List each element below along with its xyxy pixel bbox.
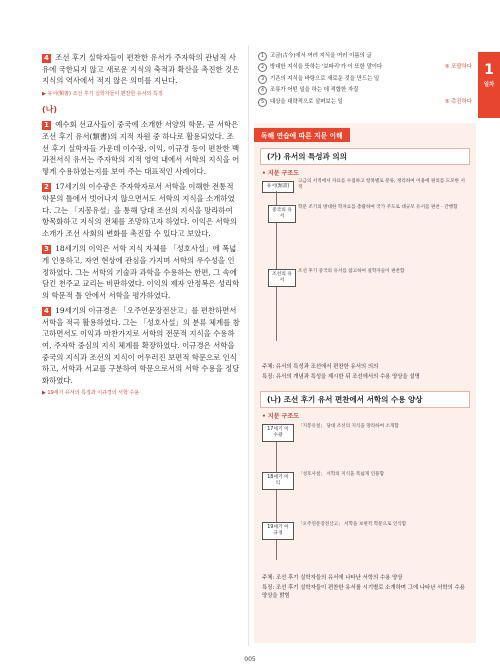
item-answer: ⑤ 촉진하다 bbox=[444, 98, 472, 105]
item-answer: ⑤ 포괄하다 bbox=[444, 64, 472, 71]
item-question: 방대한 지식을 뜻하는 '보따리'가 이 또한 말이다 bbox=[270, 64, 383, 71]
vocab-list bbox=[258, 52, 472, 107]
item-number: 2 bbox=[258, 63, 267, 72]
section-2-structure-label: • 지문 구조도 bbox=[262, 413, 299, 420]
item-number: 3 bbox=[258, 75, 267, 84]
diagram-box-17c: 17세기 이수광 bbox=[262, 424, 294, 442]
paragraph-4-text: 19세기의 이규경은 「오주연문장전산고」를 편찬하면서 서학을 적극 활용하였다. 그는 「성호사설」의 분류 체계를 참고하면서도 이익과 마찬가지로 서학의 전문적 지식을 수용하여, 주자학 중심의 지식 체계를 확장하였다. 이규경은 서학을 중국의 지식과 조선의 지식이 어우러진 보편적 학문으로 인식하고, 서학과 서교를 구분하여 학문으로서의 서학 수용을 정당화하였다. bbox=[42, 306, 240, 385]
section-1-feature: 특징: 유서의 개념과 특성을 제시한 뒤 조선에서의 수용 양상을 설명 bbox=[262, 374, 420, 380]
item-question: 고금(古今)에서 여러 지식을 여러 이름의 글 bbox=[270, 53, 372, 59]
item-number: 1 bbox=[258, 52, 267, 61]
day-tab-label: 일차 bbox=[483, 82, 495, 88]
paragraph-1-text: 예수회 선교사들이 중국에 소개한 서양의 학문, 곧 서학은 조선 후기 유서(類書)의 지적 자원 중 하나로 활용되었다. 조선 후기 실학자들 가운데 이수광, 이익, 이규경 등이 편찬한 백과전서식 유서는 주자학의 지적 영역 내에서 서학의 지식을 어떻게 수용하였는지를 보여 주는 대표적인 사례이다. bbox=[42, 120, 240, 176]
section-1-theme: 주체: 유서의 특성과 조선에서 편찬한 유서의 의의 bbox=[262, 364, 379, 370]
diagram-box-18c: 18세기 이익 bbox=[262, 472, 294, 490]
day-tab[interactable] bbox=[478, 52, 500, 118]
paragraph-marker: 3 bbox=[44, 245, 49, 254]
item-number: 5 bbox=[258, 98, 267, 107]
paragraph-4 bbox=[42, 305, 240, 386]
section-1-diagram bbox=[262, 179, 468, 361]
diagram-box-korea: 조선의 유서 bbox=[268, 269, 296, 287]
bottom-note: ▶ 19세기 유서의 특징과 이규경의 서학 수용 bbox=[42, 390, 140, 397]
intro-text: 조선 후기 실학자들이 편찬한 유서가 주자학의 관념적 사유에 국한되지 않고 새로운 지식의 축적과 확산을 촉진한 것은 지식의 역사에서 적지 않은 의미를 지닌다. bbox=[42, 53, 240, 86]
diagram-text-china: 학문 조기의 방대한 학자료를 총괄하여 국가 주도로 대규모 유서를 편찬 · 간행함 bbox=[298, 205, 458, 210]
diagram-box-19c: 19세기 이규경 bbox=[262, 522, 294, 540]
diagram-connector bbox=[276, 430, 277, 560]
vocab-section bbox=[258, 52, 472, 109]
intro-note: ▶ 유서(類書) 조선 후기 실학자들이 편찬한 유서의 특징 bbox=[42, 90, 163, 97]
section-2-title: (나) 조선 후기 유서 편찬에서 서학의 수용 양상 bbox=[260, 391, 470, 408]
main-passage bbox=[42, 52, 240, 397]
diagram-box-yuseo: 유서(類書) bbox=[262, 181, 294, 193]
item-question: 대상을 대략적으로 살펴보는 일 bbox=[270, 98, 343, 105]
item-question: 조류가 어떤 일을 하는 데 적합한 자질 bbox=[270, 87, 359, 94]
list-item bbox=[258, 63, 472, 72]
paragraph-2-text: 17세기의 이수광은 주자학자로서 서학을 이해한 전통적 학문의 틀에서 벗어나지 않으면서도 서학의 지식을 소개하였다. 그는 「지봉유설」을 통해 당대 조선의 지식을 망라하여 항목화하고 지식의 전체를 조망하고자 하였다. 이익은 서학의 소개가 조선 사회의 변화를 촉진할 수 있다고 보았다. bbox=[42, 182, 237, 238]
column-divider bbox=[248, 46, 249, 646]
diagram-text-17c: 「지봉유설」 당대 조선의 지식을 망라하여 소개함 bbox=[298, 424, 399, 429]
analysis-panel bbox=[254, 123, 476, 643]
paragraph-marker: 1 bbox=[44, 121, 49, 130]
page-number: 005 bbox=[244, 656, 256, 663]
paragraph-marker: 4 bbox=[44, 54, 49, 62]
section-label: (나) bbox=[42, 104, 58, 114]
day-tab-number: 1 bbox=[484, 62, 494, 78]
paragraph-3 bbox=[42, 243, 240, 301]
item-question: 기존의 지식을 바탕으로 새로운 것을 만드는 일 bbox=[270, 75, 380, 82]
diagram-box-china: 중국의 유서 bbox=[268, 205, 296, 223]
panel-header: 독해 연습에 따른 지문 이해 bbox=[254, 128, 350, 142]
list-item bbox=[258, 98, 472, 107]
paragraph-3-text: 18세기의 이익은 서학 지식 자체를 「성호사설」에 폭넓게 인용하고, 자연 현상에 관심을 가지며 서학의 우수성을 인정하였다. 그는 서학의 기술과 과학을 수용하는 한편, 그 속에 담긴 천주교 교리는 비판하였다. 이익의 제자 안정복은 성리학의 학문적 틀 안에서 서학을 평가하였다. bbox=[42, 244, 240, 300]
diagram-text-korea: 조선 후기 중국의 유서를 참고하여 실학자들이 편찬함 bbox=[298, 269, 405, 274]
section-1-structure-label: • 지문 구조도 bbox=[262, 170, 299, 177]
diagram-text-19c: 「오주연문장전산고」 서학을 보편적 학문으로 인식함 bbox=[298, 522, 407, 527]
section-1-title: (가) 유서의 특성과 의의 bbox=[260, 148, 470, 165]
paragraph-2 bbox=[42, 181, 240, 239]
intro-paragraph bbox=[42, 52, 240, 87]
paragraph-1 bbox=[42, 119, 240, 177]
list-item bbox=[258, 75, 472, 84]
item-number: 4 bbox=[258, 86, 267, 95]
diagram-text-yuseo: 고금의 서적에서 자료를 수집하고 항목별로 분류, 정리하여 이용에 편의를 도모한 서적 bbox=[298, 179, 465, 191]
paragraph-marker: 4 bbox=[44, 307, 49, 316]
section-2-theme: 주체: 조선 후기 실학자들의 유서에 나타난 서학의 수용 양상 bbox=[262, 575, 403, 581]
paragraph-marker: 2 bbox=[44, 183, 49, 192]
diagram-text-18c: 「성호사설」 서학의 지식을 폭넓게 인용함 bbox=[298, 472, 385, 477]
section-2-feature: 특징: 조선 후기 실학자들이 편찬한 유서를 시기별로 소개하며 그에 나타난 서학의 수용 양상을 밝힘 bbox=[262, 585, 465, 599]
list-item bbox=[258, 86, 472, 95]
section-2-diagram bbox=[262, 422, 468, 572]
list-item bbox=[258, 52, 472, 61]
